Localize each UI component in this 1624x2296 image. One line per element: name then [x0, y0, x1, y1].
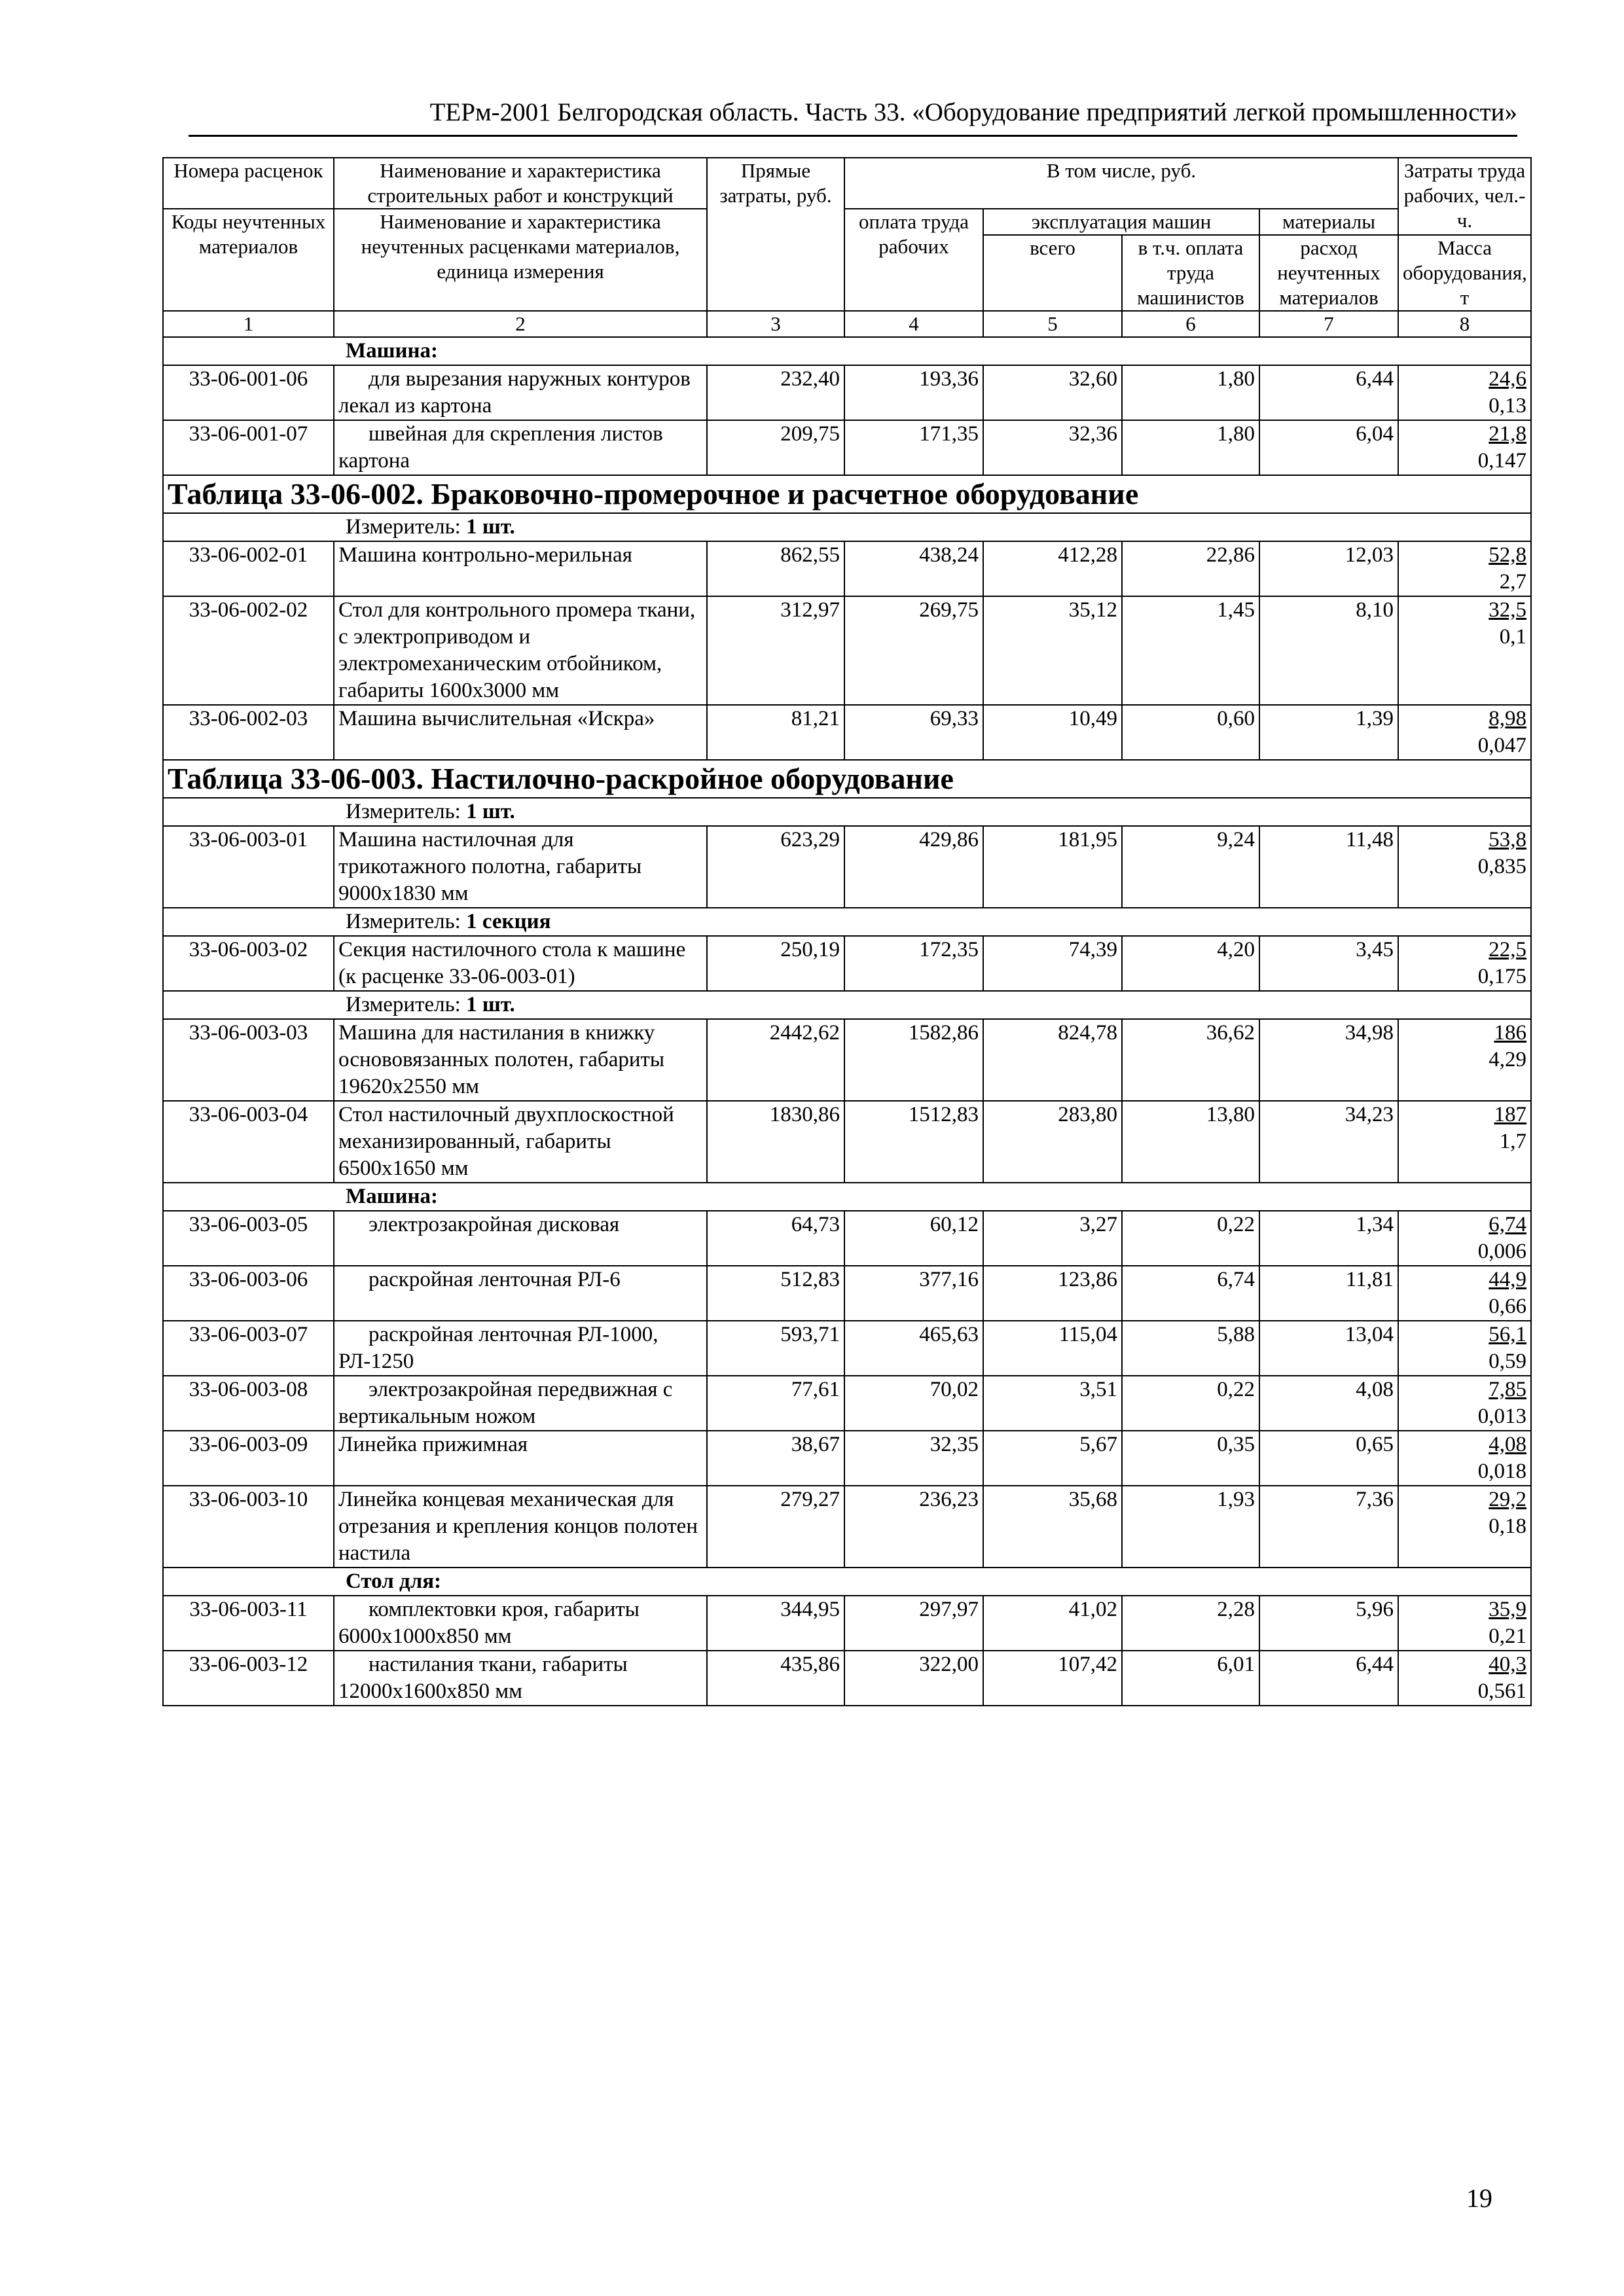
work-name: раскройная ленточная РЛ-6	[334, 1266, 707, 1321]
rate-code: 33-06-002-02	[163, 596, 334, 705]
worker-pay: 32,35	[844, 1431, 983, 1486]
machine-total: 3,27	[983, 1211, 1122, 1266]
machine-total: 32,60	[983, 365, 1122, 420]
direct-costs: 2442,62	[707, 1019, 844, 1101]
measure-unit: 1 шт.	[466, 993, 515, 1016]
table-title-row	[163, 760, 1531, 798]
work-name: электрозакройная дисковая	[334, 1211, 707, 1266]
worker-pay: 322,00	[844, 1651, 983, 1706]
materials: 34,23	[1259, 1101, 1398, 1183]
labor-costs: 8,98	[1489, 707, 1527, 730]
table-title: Таблица 33-06-002. Браковочно-промерочное и расчетное оборудование	[163, 475, 1531, 513]
machine-total: 74,39	[983, 936, 1122, 991]
equipment-mass: 0,018	[1477, 1460, 1527, 1483]
rate-code: 33-06-002-03	[163, 705, 334, 760]
direct-costs: 593,71	[707, 1321, 844, 1376]
equipment-mass: 0,66	[1489, 1295, 1527, 1318]
measure-prefix: Измеритель:	[346, 515, 461, 539]
materials: 6,44	[1259, 365, 1398, 420]
labor-and-mass	[1398, 826, 1531, 908]
operator-pay: 22,86	[1122, 541, 1259, 596]
worker-pay: 297,97	[844, 1596, 983, 1651]
col-header-work-name: Наименование и характеристика строительных работ и конструкций	[334, 158, 707, 209]
machine-total: 824,78	[983, 1019, 1122, 1101]
work-name: швейная для скрепления листов картона	[334, 420, 707, 475]
direct-costs: 64,73	[707, 1211, 844, 1266]
machine-total: 283,80	[983, 1101, 1122, 1183]
direct-costs: 862,55	[707, 541, 844, 596]
labor-costs: 187	[1494, 1103, 1527, 1126]
labor-and-mass	[1398, 365, 1531, 420]
group-header-row	[163, 1568, 1531, 1596]
equipment-mass: 0,006	[1477, 1240, 1527, 1263]
worker-pay: 69,33	[844, 705, 983, 760]
direct-costs: 279,27	[707, 1486, 844, 1568]
work-name: Линейка прижимная	[334, 1431, 707, 1486]
operator-pay: 9,24	[1122, 826, 1259, 908]
page-number: 19	[1466, 2183, 1492, 2213]
col-header-direct-costs: Прямые затраты, руб.	[707, 158, 844, 311]
equipment-mass: 0,18	[1489, 1515, 1527, 1538]
labor-and-mass	[1398, 1321, 1531, 1376]
labor-costs: 24,6	[1489, 367, 1527, 391]
operator-pay: 36,62	[1122, 1019, 1259, 1101]
measure-prefix: Измеритель:	[346, 910, 461, 933]
work-name: Машина для настилания в книжку основовязанных полотен, габариты 19620х2550 мм	[334, 1019, 707, 1101]
table-row	[163, 936, 1531, 991]
running-header: ТЕРм-2001 Белгородская область. Часть 33. «Оборудование предприятий легкой промышленности»	[189, 98, 1517, 137]
group-label: Стол для:	[163, 1568, 1531, 1596]
table-row	[163, 596, 1531, 705]
materials: 12,03	[1259, 541, 1398, 596]
direct-costs: 38,67	[707, 1431, 844, 1486]
table-row	[163, 1651, 1531, 1706]
worker-pay: 171,35	[844, 420, 983, 475]
rate-code: 33-06-003-07	[163, 1321, 334, 1376]
table-row	[163, 1431, 1531, 1486]
measure-row	[163, 513, 1531, 541]
rate-code: 33-06-003-03	[163, 1019, 334, 1101]
labor-and-mass	[1398, 1596, 1531, 1651]
materials: 6,44	[1259, 1651, 1398, 1706]
operator-pay: 6,74	[1122, 1266, 1259, 1321]
table-row	[163, 1486, 1531, 1568]
work-name: Машина контрольно-мерильная	[334, 541, 707, 596]
work-name: электрозакройная передвижная с вертикальным ножом	[334, 1376, 707, 1431]
operator-pay: 0,22	[1122, 1376, 1259, 1431]
table-row	[163, 1211, 1531, 1266]
col-header-equipment-mass: Масса оборудования, т	[1398, 235, 1531, 311]
equipment-mass: 4,29	[1489, 1048, 1527, 1071]
table-row	[163, 541, 1531, 596]
measure-unit: 1 шт.	[466, 800, 515, 823]
direct-costs: 232,40	[707, 365, 844, 420]
labor-costs: 56,1	[1489, 1323, 1527, 1346]
labor-costs: 40,3	[1489, 1653, 1527, 1676]
work-name: для вырезания наружных контуров лекал из картона	[334, 365, 707, 420]
rate-code: 33-06-003-08	[163, 1376, 334, 1431]
worker-pay: 465,63	[844, 1321, 983, 1376]
measure-label	[163, 798, 1531, 826]
worker-pay: 172,35	[844, 936, 983, 991]
machine-total: 35,68	[983, 1486, 1122, 1568]
col-header-materials: материалы	[1259, 209, 1398, 235]
labor-and-mass	[1398, 1211, 1531, 1266]
operator-pay: 0,22	[1122, 1211, 1259, 1266]
worker-pay: 429,86	[844, 826, 983, 908]
direct-costs: 344,95	[707, 1596, 844, 1651]
rate-code: 33-06-003-11	[163, 1596, 334, 1651]
equipment-mass: 0,147	[1477, 449, 1527, 473]
direct-costs: 1830,86	[707, 1101, 844, 1183]
work-name: Секция настилочного стола к машине (к расценке 33-06-003-01)	[334, 936, 707, 991]
labor-and-mass	[1398, 596, 1531, 705]
labor-and-mass	[1398, 1266, 1531, 1321]
operator-pay: 4,20	[1122, 936, 1259, 991]
labor-and-mass	[1398, 541, 1531, 596]
measure-row	[163, 798, 1531, 826]
worker-pay: 1582,86	[844, 1019, 983, 1101]
equipment-mass: 0,13	[1489, 394, 1527, 418]
operator-pay: 0,35	[1122, 1431, 1259, 1486]
equipment-mass: 2,7	[1499, 570, 1527, 594]
table-row	[163, 420, 1531, 475]
col-number-3: 3	[707, 311, 844, 337]
rate-code: 33-06-003-04	[163, 1101, 334, 1183]
labor-costs: 21,8	[1489, 422, 1527, 446]
labor-costs: 29,2	[1489, 1488, 1527, 1511]
materials: 13,04	[1259, 1321, 1398, 1376]
direct-costs: 312,97	[707, 596, 844, 705]
machine-total: 32,36	[983, 420, 1122, 475]
measure-label	[163, 991, 1531, 1019]
equipment-mass: 0,175	[1477, 965, 1527, 988]
col-header-material-name: Наименование и характеристика неучтенных расценками материалов, единица измерения	[334, 209, 707, 311]
direct-costs: 512,83	[707, 1266, 844, 1321]
rate-code: 33-06-002-01	[163, 541, 334, 596]
rates-table	[162, 157, 1532, 1706]
direct-costs: 250,19	[707, 936, 844, 991]
rate-code: 33-06-003-01	[163, 826, 334, 908]
table-row	[163, 1321, 1531, 1376]
labor-costs: 52,8	[1489, 543, 1527, 567]
col-header-material-codes: Коды неучтенных материалов	[163, 209, 334, 311]
operator-pay: 5,88	[1122, 1321, 1259, 1376]
col-number-7: 7	[1259, 311, 1398, 337]
materials: 4,08	[1259, 1376, 1398, 1431]
labor-costs: 22,5	[1489, 938, 1527, 961]
equipment-mass: 0,835	[1477, 855, 1527, 878]
table-row	[163, 1376, 1531, 1431]
direct-costs: 435,86	[707, 1651, 844, 1706]
materials: 11,81	[1259, 1266, 1398, 1321]
table-row	[163, 365, 1531, 420]
machine-total: 123,86	[983, 1266, 1122, 1321]
col-header-machine-operation: эксплуатация машин	[983, 209, 1259, 235]
table-row	[163, 1101, 1531, 1183]
materials: 1,39	[1259, 705, 1398, 760]
equipment-mass: 0,59	[1489, 1350, 1527, 1373]
operator-pay: 2,28	[1122, 1596, 1259, 1651]
materials: 5,96	[1259, 1596, 1398, 1651]
worker-pay: 60,12	[844, 1211, 983, 1266]
operator-pay: 0,60	[1122, 705, 1259, 760]
equipment-mass: 1,7	[1499, 1130, 1527, 1153]
worker-pay: 193,36	[844, 365, 983, 420]
machine-total: 10,49	[983, 705, 1122, 760]
rate-code: 33-06-001-06	[163, 365, 334, 420]
labor-costs: 53,8	[1489, 828, 1527, 852]
measure-label	[163, 513, 1531, 541]
direct-costs: 77,61	[707, 1376, 844, 1431]
rate-code: 33-06-003-09	[163, 1431, 334, 1486]
equipment-mass: 0,21	[1489, 1624, 1527, 1648]
labor-and-mass	[1398, 1486, 1531, 1568]
labor-and-mass	[1398, 1431, 1531, 1486]
measure-unit: 1 шт.	[466, 515, 515, 539]
work-name: Стол настилочный двухплоскостной механизированный, габариты 6500х1650 мм	[334, 1101, 707, 1183]
labor-costs: 32,5	[1489, 598, 1527, 622]
labor-costs: 44,9	[1489, 1268, 1527, 1291]
machine-total: 181,95	[983, 826, 1122, 908]
machine-total: 35,12	[983, 596, 1122, 705]
table-row	[163, 826, 1531, 908]
direct-costs: 209,75	[707, 420, 844, 475]
rate-code: 33-06-001-07	[163, 420, 334, 475]
operator-pay: 1,80	[1122, 420, 1259, 475]
materials: 6,04	[1259, 420, 1398, 475]
labor-costs: 4,08	[1489, 1433, 1527, 1456]
table-row	[163, 1019, 1531, 1101]
table-row	[163, 705, 1531, 760]
measure-unit: 1 секция	[466, 910, 551, 933]
col-number-1: 1	[163, 311, 334, 337]
measure-prefix: Измеритель:	[346, 800, 461, 823]
col-header-worker-pay: оплата труда рабочих	[844, 209, 983, 311]
direct-costs: 81,21	[707, 705, 844, 760]
operator-pay: 1,93	[1122, 1486, 1259, 1568]
materials: 11,48	[1259, 826, 1398, 908]
labor-and-mass	[1398, 1019, 1531, 1101]
worker-pay: 377,16	[844, 1266, 983, 1321]
worker-pay: 1512,83	[844, 1101, 983, 1183]
rate-code: 33-06-003-02	[163, 936, 334, 991]
measure-prefix: Измеритель:	[346, 993, 461, 1016]
machine-total: 3,51	[983, 1376, 1122, 1431]
table-title-row	[163, 475, 1531, 513]
col-header-including: В том числе, руб.	[844, 158, 1398, 209]
group-header-row	[163, 337, 1531, 365]
materials: 0,65	[1259, 1431, 1398, 1486]
rate-code: 33-06-003-12	[163, 1651, 334, 1706]
col-header-total: всего	[983, 235, 1122, 311]
rate-code: 33-06-003-06	[163, 1266, 334, 1321]
machine-total: 412,28	[983, 541, 1122, 596]
worker-pay: 70,02	[844, 1376, 983, 1431]
labor-costs: 35,9	[1489, 1598, 1527, 1621]
group-header-row	[163, 1183, 1531, 1211]
machine-total: 107,42	[983, 1651, 1122, 1706]
operator-pay: 13,80	[1122, 1101, 1259, 1183]
col-header-rate-numbers: Номера расценок	[163, 158, 334, 209]
col-number-8: 8	[1398, 311, 1531, 337]
work-name: Стол для контрольного промера ткани, с электроприводом и электромеханическим отбойником, габариты 1600х3000 мм	[334, 596, 707, 705]
measure-row	[163, 991, 1531, 1019]
materials: 34,98	[1259, 1019, 1398, 1101]
equipment-mass: 0,1	[1499, 625, 1527, 649]
table-title: Таблица 33-06-003. Настилочно-раскройное оборудование	[163, 760, 1531, 798]
col-header-labor-costs: Затраты труда рабочих, чел.-ч.	[1398, 158, 1531, 235]
worker-pay: 438,24	[844, 541, 983, 596]
table-row	[163, 1266, 1531, 1321]
col-number-4: 4	[844, 311, 983, 337]
direct-costs: 623,29	[707, 826, 844, 908]
col-number-2: 2	[334, 311, 707, 337]
operator-pay: 1,80	[1122, 365, 1259, 420]
col-number-5: 5	[983, 311, 1122, 337]
equipment-mass: 0,047	[1477, 734, 1527, 757]
worker-pay: 269,75	[844, 596, 983, 705]
machine-total: 5,67	[983, 1431, 1122, 1486]
labor-costs: 7,85	[1489, 1378, 1527, 1401]
labor-and-mass	[1398, 705, 1531, 760]
materials: 7,36	[1259, 1486, 1398, 1568]
work-name: Машина вычислительная «Искра»	[334, 705, 707, 760]
rate-code: 33-06-003-10	[163, 1486, 334, 1568]
machine-total: 115,04	[983, 1321, 1122, 1376]
rate-code: 33-06-003-05	[163, 1211, 334, 1266]
labor-and-mass	[1398, 1651, 1531, 1706]
labor-and-mass	[1398, 420, 1531, 475]
machine-total: 41,02	[983, 1596, 1122, 1651]
equipment-mass: 0,013	[1477, 1405, 1527, 1428]
work-name: Линейка концевая механическая для отрезания и крепления концов полотен настила	[334, 1486, 707, 1568]
worker-pay: 236,23	[844, 1486, 983, 1568]
group-label: Машина:	[163, 337, 1531, 365]
work-name: настилания ткани, габариты 12000х1600х850 мм	[334, 1651, 707, 1706]
col-header-operator-pay: в т.ч. оплата труда машинистов	[1122, 235, 1259, 311]
labor-costs: 6,74	[1489, 1213, 1527, 1236]
table-row	[163, 1596, 1531, 1651]
work-name: комплектовки кроя, габариты 6000х1000х850 мм	[334, 1596, 707, 1651]
materials: 3,45	[1259, 936, 1398, 991]
materials: 8,10	[1259, 596, 1398, 705]
operator-pay: 1,45	[1122, 596, 1259, 705]
measure-row	[163, 908, 1531, 936]
measure-label	[163, 908, 1531, 936]
materials: 1,34	[1259, 1211, 1398, 1266]
operator-pay: 6,01	[1122, 1651, 1259, 1706]
labor-and-mass	[1398, 1101, 1531, 1183]
col-number-6: 6	[1122, 311, 1259, 337]
group-label: Машина:	[163, 1183, 1531, 1211]
col-header-unaccounted-materials: расход неучтенных материалов	[1259, 235, 1398, 311]
work-name: Машина настилочная для трикотажного полотна, габариты 9000х1830 мм	[334, 826, 707, 908]
equipment-mass: 0,561	[1477, 1679, 1527, 1703]
labor-costs: 186	[1494, 1021, 1527, 1045]
work-name: раскройная ленточная РЛ-1000, РЛ-1250	[334, 1321, 707, 1376]
labor-and-mass	[1398, 936, 1531, 991]
labor-and-mass	[1398, 1376, 1531, 1431]
